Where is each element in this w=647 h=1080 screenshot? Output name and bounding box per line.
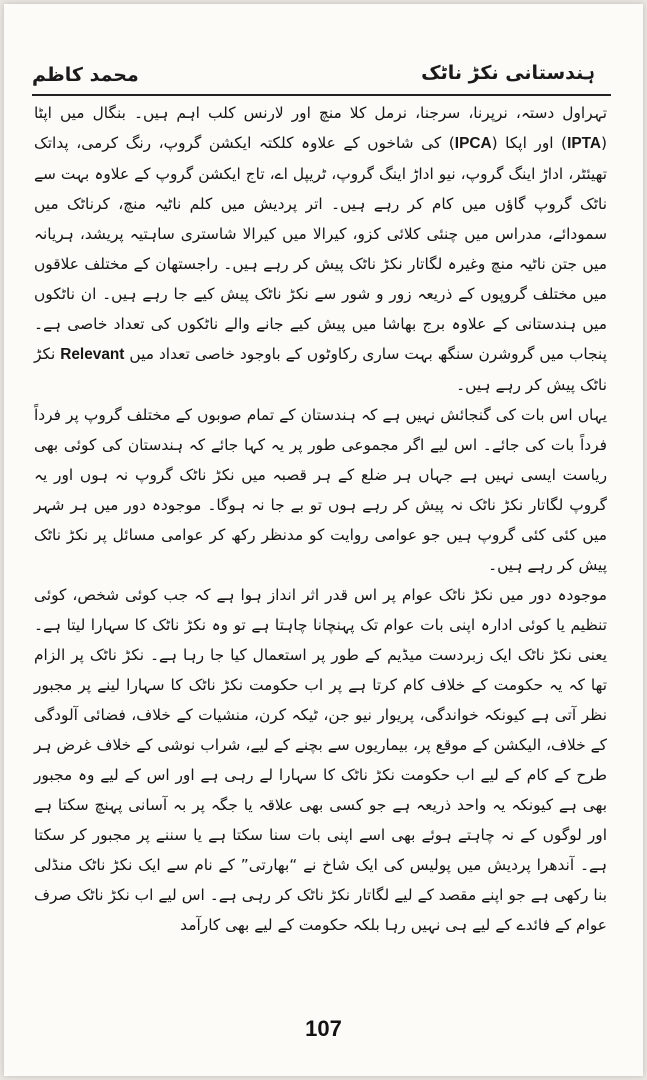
text-segment: ) اور اپکا ( [491,134,568,152]
running-header [32,62,615,90]
paragraph [34,98,607,400]
paragraph [34,400,607,580]
text-segment: یہاں اس بات کی گنجائش نہیں ہے کہ ہندستان کے تمام صوبوں کے مختلف گروپ پر فرداً فرداً بات کی جائے۔ اس لیے اگر مجموعی طور پر یہ کہا جائے کہ ہندستان کی کوئی بھی ریاست ایسی نہیں ہے جہاں ہر ضلع کے ہر قصبہ میں نکڑ ناٹک گروپ نہ ہوں اور یہ گروپ لگاتار نکڑ ناٹک نہ پیش کر رہے ہوں تو بے جا نہ ہوگا۔ موجودہ دور میں ہر شہر میں کئی کئی گروپ ہیں جو عوامی روایت کو مدنظر رکھ کر عوامی مسائل پر نکڑ ناٹک پیش کر رہے ہیں۔ [34,406,607,574]
latin-term: IPTA [567,135,601,152]
book-title: ہندستانی نکڑ ناٹک [421,62,595,84]
page-number: 107 [305,1016,342,1041]
book-page [4,4,643,1076]
text-segment: ) کی شاخوں کے علاوہ کلکتہ ایکشن گروپ، رنگ کرمی، پداتک تھیئٹر، اداڑ اینگ گروپ، نیو اداڑ اینگ گروپ، ٹریپل اے، تاج ایکشن گروپ کے علاوہ بہت سے ناٹک گروپ گاؤں میں کام کر رہے ہیں۔ اتر پردیش میں کلم ناٹیہ منچ، کرناٹک میں سمودائے، مدراس میں چنئی کلائی کزو، کیرالا میں کیرالا شاستری ساہتیہ پریشد، ہریانہ میں جتن ناٹیہ منچ وغیرہ لگاتار نکڑ ناٹک پیش کر رہے ہیں۔ راجستھان کے مختلف علاقوں میں مختلف گروپوں کے ذریعہ زور و شور سے نکڑ ناٹک پیش کیے جا رہے ہیں۔ ان ناٹکوں میں ہندستانی کے علاوہ برج بھاشا میں پیش کیے جانے والے ناٹکوں کی تعداد خاصی ہے۔ پنجاب میں گروشرن سنگھ بہت ساری رکاوٹوں کے باوجود خاصی تعداد میں [34,134,607,363]
latin-term: Relevant [60,346,125,363]
text-segment: تہراول دستہ، نرپرنا، سرجنا، نرمل کلا منچ اور لارنس کلب اہم ہیں۔ بنگال میں اپٹا ( [34,104,607,152]
text-segment: نکڑ ناٹک پیش کر رہے ہیں۔ [34,345,607,394]
latin-term: IPCA [454,135,492,152]
page-body [34,98,607,1008]
paragraph [34,580,607,940]
author-name: محمد کاظم [32,64,139,86]
text-segment: موجودہ دور میں نکڑ ناٹک عوام پر اس قدر اثر انداز ہوا ہے کہ جب کوئی شخص، کوئی تنظیم یا کوئی ادارہ اپنی بات عوام تک پہنچانا چاہتا ہے تو وہ نکڑ ناٹک کا سہارا لیتا ہے۔ یعنی نکڑ ناٹک ایک زبردست میڈیم کے طور پر استعمال کیا جا رہا ہے۔ نکڑ ناٹک پر الزام تھا کہ یہ حکومت کے خلاف کام کرتا ہے پر اب حکومت نکڑ ناٹک کا سہارا لینے پر مجبور نظر آتی ہے کیونکہ خواندگی، پریوار نیو جن، ٹیکہ کرن، منشیات کے خلاف، فضائی آلودگی کے خلاف، الیکشن کے موقع پر، بیماریوں سے بچنے کے لیے، شراب نوشی کے خلاف غرض ہر طرح کے کام کے لیے اب حکومت نکڑ ناٹک کا سہارا لے رہی ہے اور اس کے لیے وہ مجبور بھی ہے کیونکہ یہ واحد ذریعہ ہے جو کسی بھی علاقہ یا جگہ پر بہ آسانی پہنچ سکتا ہے اور لوگوں کے نہ چاہتے ہوئے بھی اسے اپنی بات سنا سکتا ہے یا سننے پر مجبور کر سکتا ہے۔ آندھرا پردیش میں پولیس کی ایک شاخ نے “بھارتی” کے نام سے ایک نکڑ ناٹک منڈلی بنا رکھی ہے جو اپنے مقصد کے لیے لگاتار نکڑ ناٹک کر رہی ہے۔ اس لیے اب نکڑ ناٹک صرف عوام کے فائدے کے لیے ہی نہیں رہا بلکہ حکومت کے لیے بھی کارآمد [34,586,607,934]
header-rule [32,94,611,96]
